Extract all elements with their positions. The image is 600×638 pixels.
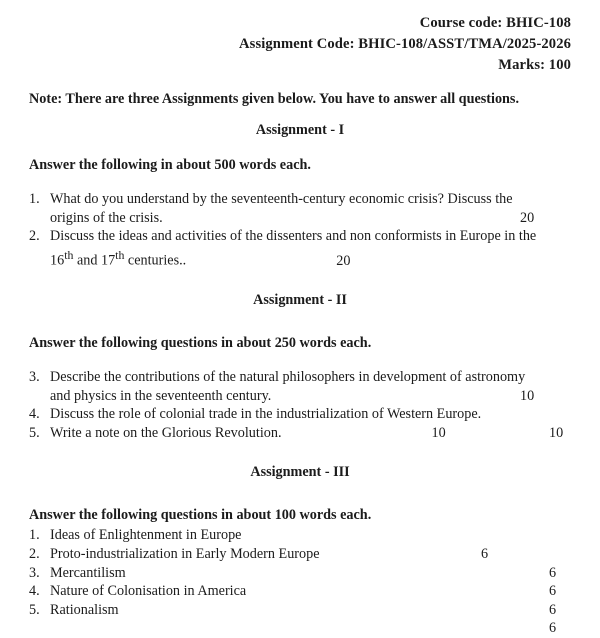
question-marks: 6 (549, 620, 557, 637)
question-text-line-1: Mercantilism (50, 564, 126, 581)
question-number: 4. (29, 406, 40, 423)
question-number: 1. (29, 191, 40, 207)
question-item (0, 424, 600, 443)
question-number: 4. (29, 583, 40, 600)
question-text-line-1: Proto-industrialization in Early Modern Europe (50, 546, 320, 563)
question-marks: 10 (431, 424, 446, 441)
document-header (0, 0, 600, 76)
question-marks: 20 (336, 252, 351, 269)
course-code-line: Course code: BHIC-108 (419, 15, 571, 31)
assignment-code-line: Assignment Code: BHIC-108/ASST/TMA/2025-2026 (239, 36, 571, 52)
assignment-1-instruction: Answer the following in about 500 words each. (29, 157, 311, 173)
assignment-3-instruction: Answer the following questions in about 100 words each. (29, 507, 372, 524)
question-text-line-1: What do you understand by the seventeenth-century economic crisis? Discuss the (50, 191, 513, 207)
question-number: 2. (29, 228, 40, 245)
assignment-1-title: Assignment - I (255, 122, 345, 138)
assignment-2-instruction: Answer the following questions in about 250 words each. (29, 335, 372, 352)
question-number: 3. (29, 369, 40, 386)
assignment-1-question-list (0, 190, 600, 270)
assignment-2-question-list (0, 368, 600, 442)
assignment-3-question-list (0, 526, 600, 637)
question-text-line-2-row (50, 209, 571, 228)
question-text-row (50, 424, 571, 443)
marks-line: Marks: 100 (498, 57, 571, 73)
question-marks: 20 (520, 209, 535, 226)
question-marks: 6 (549, 564, 557, 581)
ordinal-suffix-16th: th (64, 247, 74, 262)
question-marks: 6 (549, 601, 557, 618)
question-text-line-2: origins of the crisis. (50, 209, 163, 226)
question-item (0, 601, 600, 637)
question-text-line-1: Ideas of Enlightenment in Europe (50, 527, 242, 544)
question-text-line-2-row (50, 387, 571, 406)
question-text-line-1: Write a note on the Glorious Revolution. (50, 424, 282, 441)
question-number: 5. (29, 601, 40, 618)
assignment-3-title: Assignment - III (250, 464, 350, 481)
question-text-line-2-row (50, 246, 571, 270)
assignment-2-title: Assignment - II (253, 292, 347, 309)
question-number: 2. (29, 546, 40, 563)
question-text-line-1: Discuss the ideas and activities of the dissenters and non conformists in Europe in the (50, 228, 537, 245)
century-text-suffix: centuries.. (124, 252, 187, 269)
question-text-line-1: Rationalism (50, 601, 119, 618)
question-text-line-1: Discuss the role of colonial trade in the industrialization of Western Europe. (50, 406, 482, 423)
century-text-middle: and 17 (73, 252, 116, 269)
century-text-prefix: 16 (50, 252, 65, 269)
ordinal-suffix-17th: th (115, 247, 125, 262)
question-text-line-1: Nature of Colonisation in America (50, 583, 247, 600)
question-item (0, 368, 600, 405)
question-item (0, 190, 600, 227)
question-text-line-2: and physics in the seventeenth century. (50, 387, 272, 404)
question-marks: 10 (520, 387, 535, 404)
question-marks: 6 (549, 583, 557, 600)
question-number: 1. (29, 527, 40, 544)
question-number: 5. (29, 424, 40, 441)
note-text: Note: There are three Assignments given below. You have to answer all questions. (29, 91, 519, 107)
question-item (0, 227, 600, 270)
question-number: 3. (29, 564, 40, 581)
question-marks: 6 (481, 546, 489, 563)
question-marks: 10 (549, 424, 564, 441)
question-text-line-1: Describe the contributions of the natural philosophers in development of astronomy (50, 369, 526, 386)
